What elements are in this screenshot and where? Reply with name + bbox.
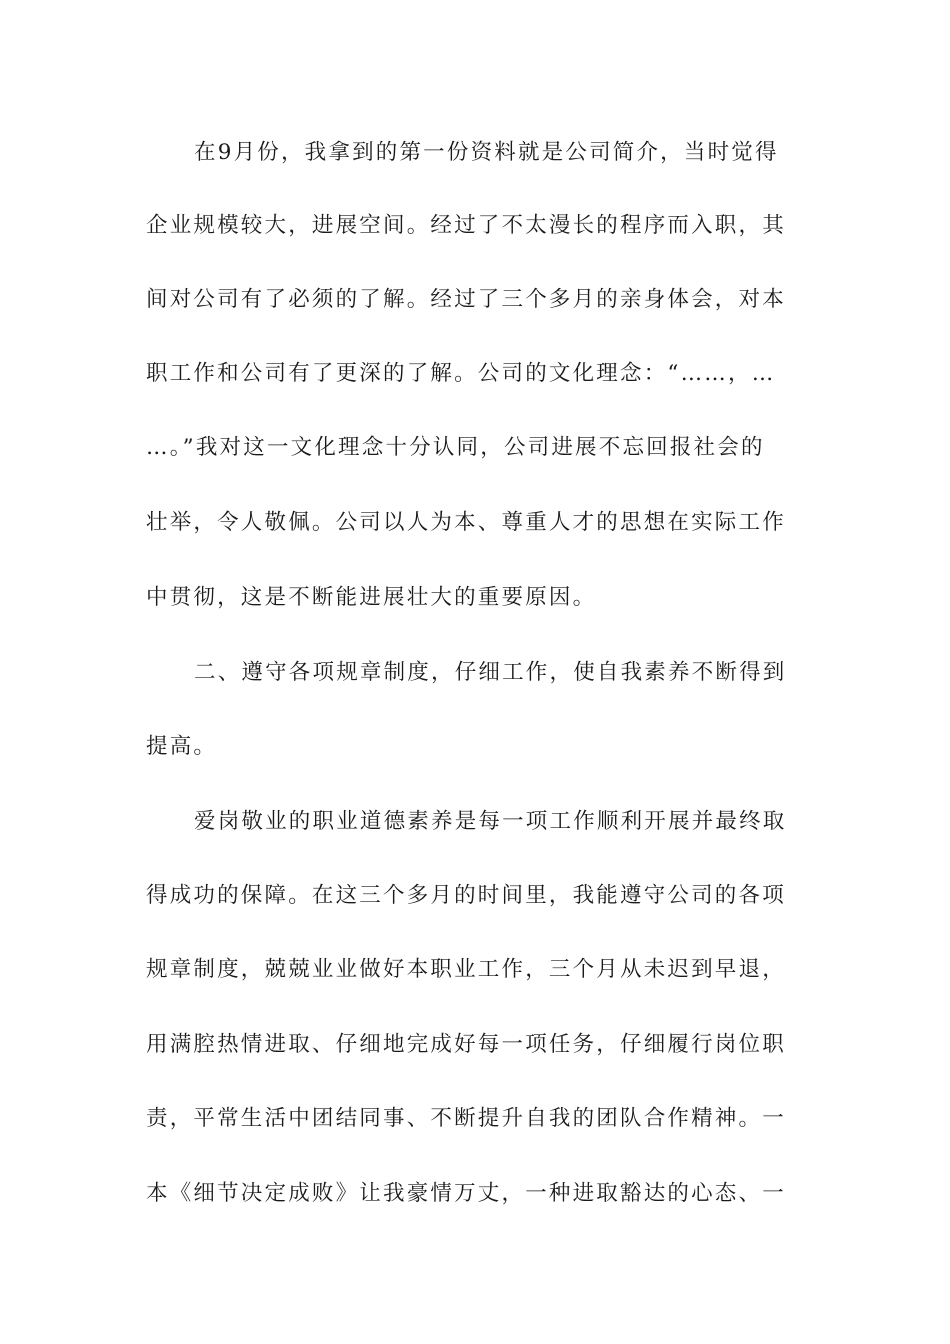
- paragraph-1-line-5: …。”我对这一文化理念十分认同，公司进展不忘回报社会的: [146, 435, 765, 460]
- paragraph-1-line-1: 在9月份，我拿到的第一份资料就是公司简介，当时觉得: [194, 140, 779, 165]
- paragraph-1-line-6: 壮举，令人敬佩。公司以人为本、尊重人才的思想在实际工作: [146, 510, 786, 535]
- paragraph-2-line-5: 责，平常生活中团结同事、不断提升自我的团队合作精神。一: [146, 1106, 786, 1131]
- paragraph-2-line-1: 爱岗敬业的职业道德素养是每一项工作顺利开展并最终取: [194, 809, 787, 834]
- paragraph-1-line-2: 企业规模较大，进展空间。经过了不太漫长的程序而入职，其: [146, 213, 786, 238]
- paragraph-1-line-4: 职工作和公司有了更深的了解。公司的文化理念：“……，…: [146, 361, 776, 386]
- paragraph-1-line-7: 中贯彻，这是不断能进展壮大的重要原因。: [146, 585, 597, 610]
- paragraph-1-line-3: 间对公司有了必须的了解。经过了三个多月的亲身体会，对本: [146, 287, 786, 312]
- section-heading-line-1: 二、遵守各项规章制度，仔细工作，使自我素养不断得到: [194, 660, 787, 685]
- paragraph-2-line-2: 得成功的保障。在这三个多月的时间里，我能遵守公司的各项: [146, 883, 786, 908]
- paragraph-2-line-4: 用满腔热情进取、仔细地完成好每一项任务，仔细履行岗位职: [146, 1032, 786, 1057]
- paragraph-2-line-6: 本《细节决定成败》让我豪情万丈，一种进取豁达的心态、一: [146, 1181, 786, 1206]
- section-heading-line-2: 提高。: [146, 734, 218, 759]
- paragraph-2-line-3: 规章制度，兢兢业业做好本职业工作，三个月从未迟到早退，: [146, 957, 786, 982]
